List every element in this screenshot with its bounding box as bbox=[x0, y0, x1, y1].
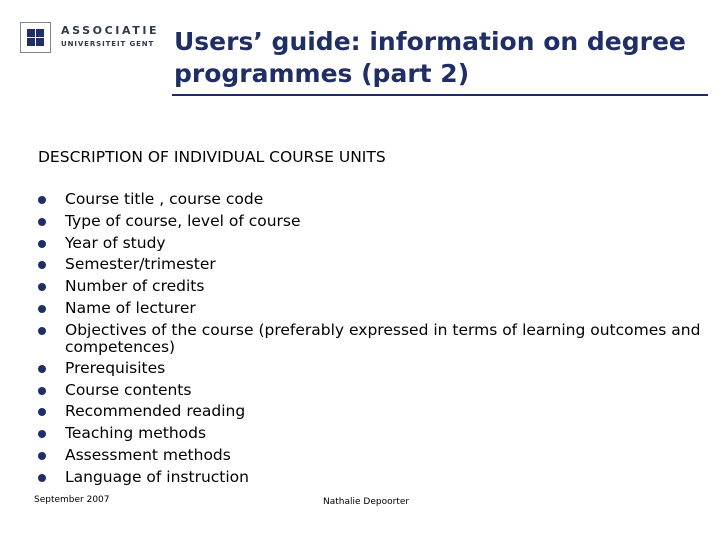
list-item: Number of credits bbox=[38, 276, 708, 298]
bullet-icon bbox=[38, 261, 46, 269]
list-item: Recommended reading bbox=[38, 401, 708, 423]
bullet-list bbox=[38, 189, 708, 489]
list-item: Type of course, level of course bbox=[38, 211, 708, 233]
list-item: Name of lecturer bbox=[38, 298, 708, 320]
bullet-icon bbox=[38, 365, 46, 373]
list-item: Teaching methods bbox=[38, 423, 708, 445]
logo-line-2: UNIVERSITEIT GENT bbox=[61, 40, 155, 48]
list-item: Language of instruction bbox=[38, 467, 708, 489]
slide-title: Users’ guide: information on degree programmes (part 2) bbox=[174, 27, 686, 88]
bullet-icon bbox=[38, 283, 46, 291]
logo-line-1: ASSOCIATIE bbox=[61, 24, 160, 37]
bullet-icon bbox=[38, 327, 46, 335]
bullet-icon bbox=[38, 430, 46, 438]
bullet-icon bbox=[38, 196, 46, 204]
logo-mark-icon bbox=[20, 22, 51, 53]
bullet-icon bbox=[38, 387, 46, 395]
associatie-logo bbox=[20, 22, 165, 54]
bullet-icon bbox=[38, 218, 46, 226]
bullet-icon bbox=[38, 305, 46, 313]
list-item: Prerequisites bbox=[38, 358, 708, 380]
list-item: Semester/trimester bbox=[38, 254, 708, 276]
list-item: Objectives of the course (preferably expressed in terms of learning outcomes and competences) bbox=[38, 320, 708, 358]
list-item: Year of study bbox=[38, 233, 708, 255]
title-divider bbox=[172, 94, 708, 96]
list-item: Course contents bbox=[38, 380, 708, 402]
footer-date: September 2007 bbox=[34, 495, 110, 505]
bullet-icon bbox=[38, 474, 46, 482]
section-heading: DESCRIPTION OF INDIVIDUAL COURSE UNITS bbox=[38, 148, 386, 166]
bullet-icon bbox=[38, 452, 46, 460]
list-item: Assessment methods bbox=[38, 445, 708, 467]
bullet-icon bbox=[38, 408, 46, 416]
list-item: Course title , course code bbox=[38, 189, 708, 211]
bullet-icon bbox=[38, 240, 46, 248]
footer-author: Nathalie Depoorter bbox=[323, 497, 410, 507]
